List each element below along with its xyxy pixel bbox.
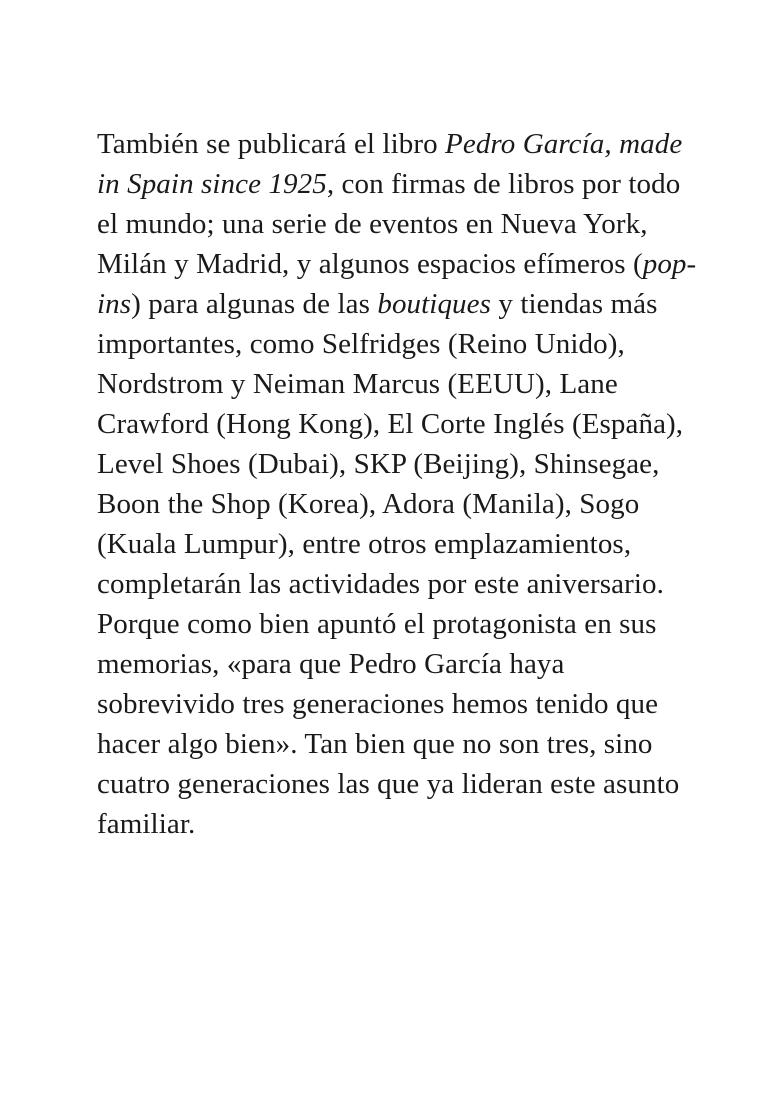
body-text-run: y tiendas más importantes, como Selfridges (Reino Unido), Nordstrom y Neiman Marcus (EEUU), Lane Crawford (Hong Kong), El Corte Inglés (España), Level Shoes (Dubai), SKP (Beijing), Shinsegae, Boon the Shop (Korea), Adora (Manila), Sogo (Kuala Lumpur), entre otros emplazamientos, completarán las actividades por este aniversario. Porque como bien apuntó el protagonista en sus memorias, «para que Pedro García haya sobrevivido tres generaciones hemos tenido que hacer algo bien». Tan bien que no son tres, sino cuatro generaciones las que ya lideran este asunto familiar. <box>97 288 684 840</box>
italic-text-run: pop-ins <box>97 248 697 320</box>
body-text-run: ) para algunas de las <box>131 288 378 320</box>
italic-text-run: Pedro García, made in Spain since 1925 <box>97 128 683 200</box>
italic-text-run: boutiques <box>377 288 492 320</box>
body-text-run: También se publicará el libro <box>97 128 446 160</box>
body-text-run: , con firmas de libros por todo el mundo; una serie de eventos en Nueva York, Milán y Madrid, y algunos espacios efímeros ( <box>97 168 681 280</box>
paragraph <box>97 124 703 844</box>
